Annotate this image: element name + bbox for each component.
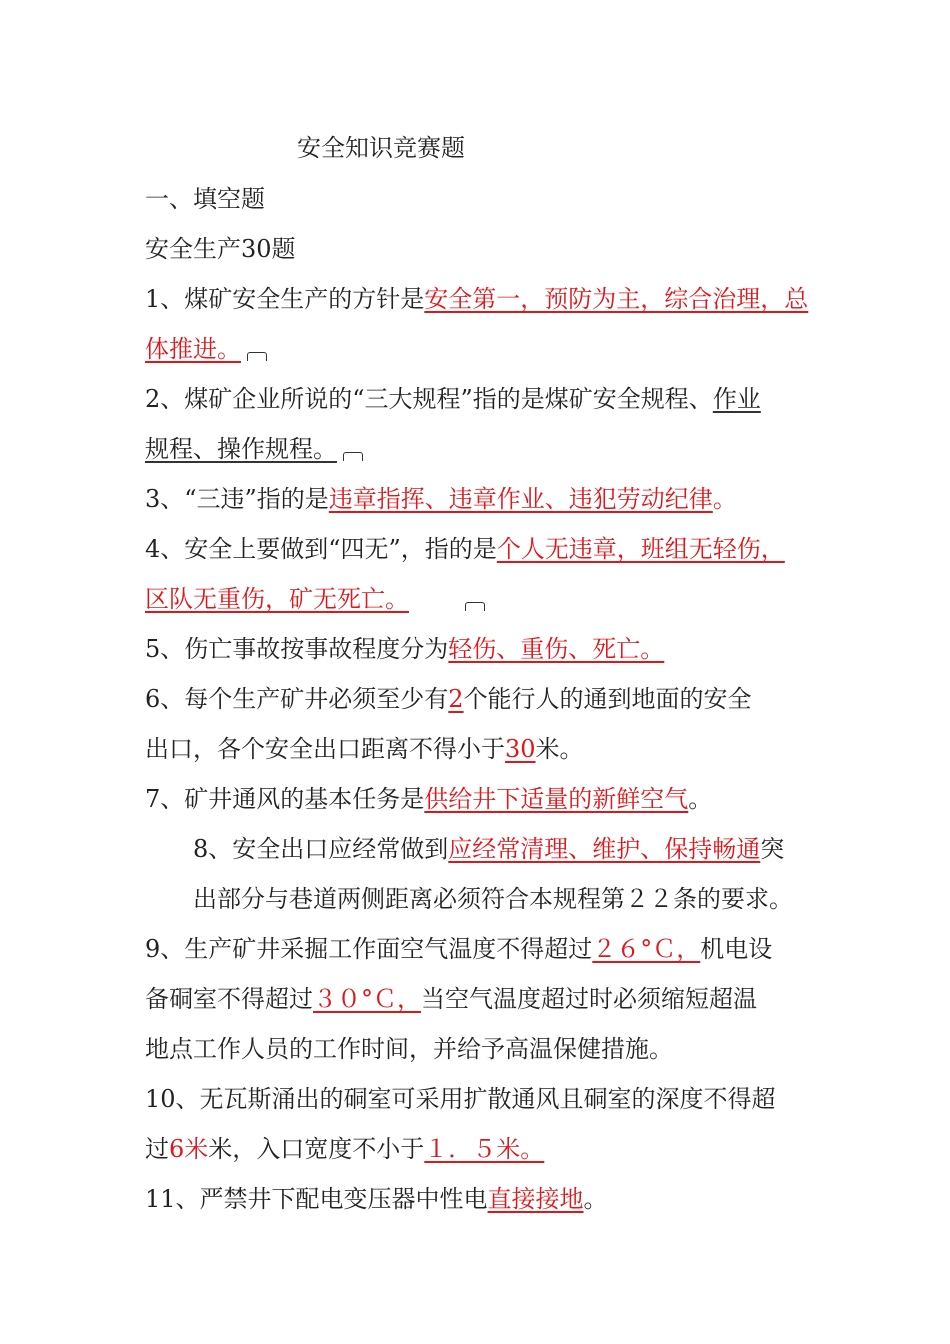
edit-mark-icon	[247, 349, 265, 357]
question-6-text: 6、每个生产矿井必须至少有	[145, 685, 449, 713]
question-6-end: 米。	[535, 735, 584, 763]
question-5-answer: 轻伤、重伤、死亡。	[448, 635, 665, 663]
question-8-line-1	[193, 834, 784, 864]
question-10-line-2	[145, 1134, 544, 1164]
question-2-line-1	[145, 384, 761, 414]
question-4-line-2	[145, 584, 483, 614]
question-7	[145, 784, 712, 814]
question-1-answer: 安全第一，预防为主，综合治理，总	[424, 285, 809, 313]
question-10-text-mid: 米，入口宽度不小于	[208, 1135, 425, 1163]
question-6-answer-1: 2	[448, 685, 464, 713]
section-heading: 一、填空题	[145, 185, 265, 213]
question-9-line-3: 地点工作人员的工作时间，并给予高温保健措施。	[145, 1035, 673, 1063]
question-8-line-2: 出部分与巷道两侧距离必须符合本规程第２２条的要求。	[193, 885, 793, 913]
question-6-text-mid: 个能行人的通到地面的安全	[463, 685, 752, 713]
document-title: 安全知识竞赛题	[297, 134, 465, 162]
question-1-text: 1、煤矿安全生产的方针是	[145, 285, 425, 313]
question-4-answer-cont: 区队无重伤，矿无死亡。	[145, 585, 483, 613]
question-9-text-end: 机电设	[700, 935, 773, 963]
question-2-answer-cont: 规程、操作规程。	[145, 435, 361, 463]
question-4-answer: 个人无违章，班组无轻伤，	[496, 535, 785, 563]
edit-mark-icon	[465, 599, 483, 607]
question-6-line-2	[145, 734, 584, 764]
question-3	[145, 484, 737, 514]
question-1-line-2	[145, 334, 291, 364]
question-7-answer: 供给井下适量的新鲜空气	[424, 785, 689, 813]
question-9-answer-1: ２６°Ｃ，	[592, 935, 701, 963]
question-9-line-1	[145, 934, 772, 964]
question-10-answer-2: １．５米。	[424, 1135, 545, 1163]
question-3-text: 3、“三违”指的是	[145, 485, 329, 513]
question-7-text: 7、矿井通风的基本任务是	[145, 785, 425, 813]
question-1-line-1	[145, 284, 808, 314]
question-10-answer-1: 6米	[169, 1135, 209, 1163]
question-6-answer-2: 30	[505, 735, 536, 763]
question-11-answer: 直接接地	[487, 1185, 584, 1213]
question-8-text-end: 突	[760, 835, 785, 863]
question-2-answer: 作业	[712, 385, 761, 413]
question-2-text: 2、煤矿企业所说的“三大规程”指的是煤矿安全规程、	[145, 385, 713, 413]
question-9-line-2	[145, 984, 757, 1014]
question-10-text-2: 过	[145, 1135, 169, 1163]
question-5-text: 5、伤亡事故按事故程度分为	[145, 635, 449, 663]
question-6-line-1	[145, 684, 752, 714]
question-9-text-2-end: 当空气温度超过时必须缩短超温	[421, 985, 757, 1013]
subsection-heading: 安全生产30题	[145, 235, 296, 263]
question-11	[145, 1184, 608, 1214]
question-7-end: 。	[688, 785, 713, 813]
question-4-line-1	[145, 534, 785, 564]
edit-mark-icon	[343, 449, 361, 457]
question-1-answer-cont: 体推进。	[145, 335, 291, 363]
question-8-text: 8、安全出口应经常做到	[193, 835, 449, 863]
question-9-answer-2: ３０°Ｃ，	[313, 985, 421, 1013]
question-8-answer: 应经常清理、维护、保持畅通	[448, 835, 761, 863]
question-9-text-2: 备硐室不得超过	[145, 985, 313, 1013]
question-2-line-2	[145, 434, 361, 464]
question-11-end: 。	[583, 1185, 608, 1213]
question-10-line-1: 10、无瓦斯涌出的硐室可采用扩散通风且硐室的深度不得超	[145, 1085, 776, 1113]
question-5	[145, 634, 674, 664]
question-11-text: 11、严禁井下配电变压器中性电	[145, 1185, 488, 1213]
question-4-text: 4、安全上要做到“四无”，指的是	[145, 535, 497, 563]
question-9-text: 9、生产矿井采掘工作面空气温度不得超过	[145, 935, 593, 963]
question-3-end: 。	[712, 485, 737, 513]
question-3-answer: 违章指挥、违章作业、违犯劳动纪律	[328, 485, 713, 513]
question-6-text-2: 出口，各个安全出口距离不得小于	[145, 735, 505, 763]
